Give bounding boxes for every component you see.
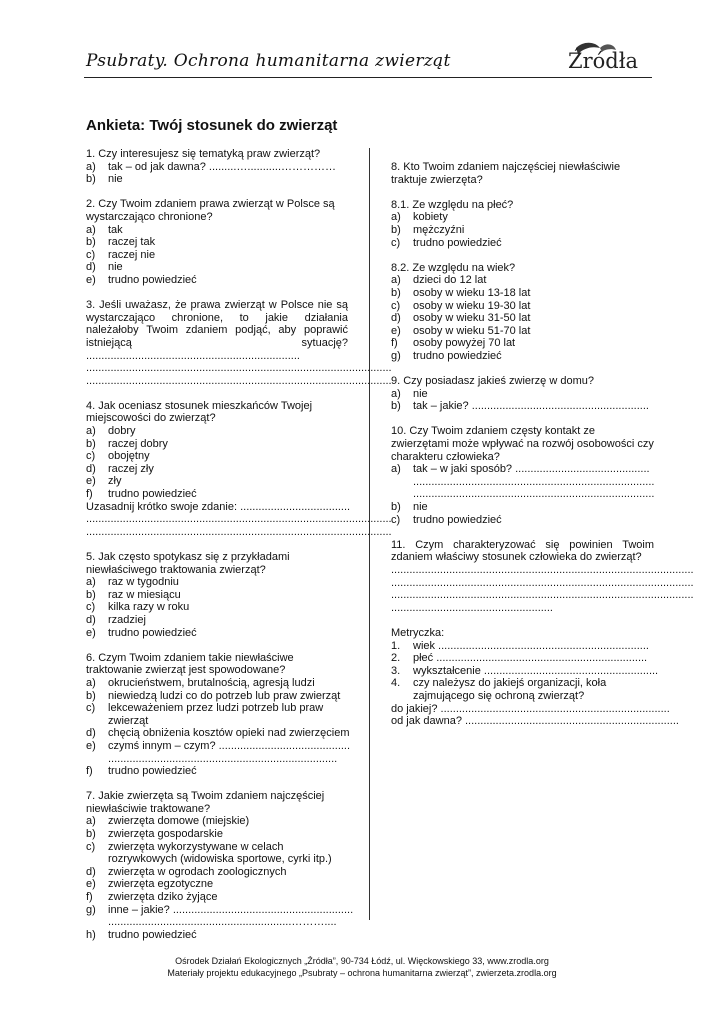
metrics-section (391, 626, 679, 728)
question-4 (86, 399, 392, 539)
question-text: 11. Czym charakteryzować się powinien Twoim zdaniem właściwy stosunek człowieka do zwierząt? (391, 538, 654, 564)
option-text: osoby w wieku 13-18 lat (413, 286, 531, 299)
item-text: wykształcenie ......................................................... (413, 664, 659, 677)
option-text: trudno powiedzieć (108, 765, 197, 778)
option-text: zły (108, 475, 122, 488)
question-text: 3. Jeśli uważasz, że prawa zwierząt w Polsce nie są wystarczająco chronione, to jakie działania należałoby Twoim zdaniem podjąć, aby poprawić istniejącą sytuację? ...................................................................... (86, 299, 348, 362)
item-text: czy należysz do jakiejś organizacji, koła zajmującego się ochroną zwierząt? (413, 677, 607, 702)
option[interactable] (391, 388, 654, 401)
left-column (86, 148, 392, 954)
option-label: d) (86, 865, 96, 878)
option[interactable] (86, 702, 348, 727)
option-text: trudno powiedzieć (108, 273, 197, 286)
option-label: f) (391, 337, 398, 350)
option-label: d) (86, 261, 96, 274)
option-text: osoby powyżej 70 lat (413, 337, 516, 350)
option-label: f) (86, 488, 93, 501)
option[interactable] (86, 627, 348, 640)
answer-line-row[interactable] (86, 916, 348, 929)
option-label: d) (86, 462, 96, 475)
option-text: tak – jakie? .......................................................... (413, 400, 649, 413)
question-7 (86, 790, 354, 941)
option-label: c) (86, 450, 96, 463)
option-label: c) (391, 236, 401, 249)
item-text: płeć ..................................................................... (413, 652, 648, 665)
answer-line[interactable]: ................................................................................................... (391, 564, 694, 576)
option[interactable] (86, 929, 348, 942)
option[interactable] (86, 765, 348, 778)
option-label: a) (86, 676, 96, 689)
option-text: trudno powiedzieć (108, 928, 197, 941)
option[interactable] (391, 237, 654, 250)
option[interactable] (86, 274, 348, 287)
question-2 (86, 198, 348, 286)
option[interactable] (391, 501, 654, 514)
answer-line[interactable]: ........................................................................... (108, 752, 338, 765)
option[interactable] (86, 224, 348, 237)
option[interactable] (391, 400, 654, 413)
option-label: c) (86, 248, 96, 261)
option-text: trudno powiedzieć (108, 626, 197, 639)
header-title: Psubraty. Ochrona humanitarna zwierząt (86, 51, 451, 71)
metrics-item[interactable] (391, 664, 659, 678)
answer-line[interactable]: ..................................................... (391, 601, 553, 614)
option[interactable] (86, 425, 348, 438)
question-text: 1. Czy interesujesz się tematyką praw zwierząt? (86, 148, 321, 160)
option-label: a) (391, 274, 401, 287)
option-label: a) (391, 211, 401, 224)
option[interactable] (391, 300, 654, 313)
option[interactable] (86, 173, 348, 186)
option-label: b) (391, 400, 401, 413)
option-label: c) (391, 513, 401, 526)
option-label: b) (391, 223, 401, 236)
question-6 (86, 651, 351, 778)
option-text: zwierzęta wykorzystywane w celach rozrywkowych (widowiska sportowe, cyrki itp.) (108, 840, 332, 866)
option-text: raczej dobry (108, 437, 168, 450)
answer-line[interactable]: ............................................................……….... (108, 916, 337, 929)
option-label: e) (86, 878, 96, 891)
question-text: 6. Czym Twoim zdaniem takie niewłaściwe traktowanie zwierząt jest spowodowane? (86, 651, 294, 677)
option[interactable] (86, 589, 348, 602)
option-text: dobry (108, 425, 136, 438)
question-8-2 (391, 262, 654, 363)
option-text: inne – jakie? ........................................................... (108, 903, 354, 916)
question-5 (86, 551, 348, 639)
option-label: d) (391, 312, 401, 325)
option-label: e) (86, 739, 96, 752)
option-text: raz w tygodniu (108, 576, 179, 589)
option[interactable] (86, 488, 348, 501)
option[interactable] (86, 576, 348, 589)
footer-line-1: Ośrodek Działań Ekologicznych „Źródła”, 90-734 Łódź, ul. Więckowskiego 33, www.zrodla.org (175, 956, 549, 966)
option[interactable] (391, 211, 654, 224)
option[interactable] (86, 236, 348, 249)
option-text: raczej nie (108, 248, 156, 261)
option-label: e) (391, 324, 401, 337)
option[interactable] (86, 828, 348, 841)
question-9 (391, 375, 654, 413)
option[interactable] (86, 677, 348, 690)
option-text: raczej tak (108, 236, 156, 249)
answer-line[interactable]: ............................................................................... (413, 475, 655, 488)
option-text: nie (413, 501, 428, 514)
right-column (391, 161, 694, 740)
option[interactable] (86, 261, 348, 274)
option-text: tak – od jak dawna? .........…...........…………… (108, 160, 337, 173)
answer-line[interactable]: .................................................................................................... (86, 525, 392, 538)
question-10 (391, 425, 654, 526)
question-1 (86, 148, 348, 186)
option[interactable] (86, 161, 348, 174)
option-label: b) (391, 286, 401, 299)
option-text: lekceważeniem przez ludzi potrzeb lub praw zwierząt (108, 702, 324, 727)
question-text: 4. Jak oceniasz stosunek mieszkańców Twojej miejscowości do zwierząt? (86, 399, 313, 425)
zrodla-logo (566, 40, 652, 78)
footer-line-2: Materiały projektu edukacyjnego „Psubraty – ochrona humanitarna zwierząt”, zwierzeta.zrodla.org (167, 967, 557, 978)
option-text: nie (108, 173, 123, 186)
option-label: a) (86, 576, 96, 589)
option-label: c) (86, 702, 96, 715)
option-text: zwierzęta w ogrodach zoologicznych (108, 865, 287, 878)
option-text: osoby w wieku 31-50 lat (413, 312, 531, 325)
question-text: 7. Jakie zwierzęta są Twoim zdaniem najczęściej niewłaściwie traktowane? (86, 790, 325, 815)
answer-line[interactable]: .................................................................................................... (86, 374, 392, 387)
option-label: b) (86, 588, 96, 601)
option-label: c) (86, 840, 96, 853)
option-label: b) (86, 437, 96, 450)
option-label: c) (86, 601, 96, 614)
option[interactable] (86, 450, 348, 463)
option[interactable] (391, 325, 654, 338)
option-label: a) (391, 387, 401, 400)
question-text: 9. Czy posiadasz jakieś zwierzę w domu? (391, 375, 594, 388)
answer-line[interactable]: .................................................................................................... (86, 513, 392, 526)
option[interactable] (86, 690, 348, 703)
option[interactable] (391, 350, 654, 363)
option-text: zwierzęta egzotyczne (108, 878, 214, 891)
answer-line[interactable]: ................................................................................................... (391, 589, 694, 602)
answer-line[interactable]: ............................................................................... (413, 488, 655, 501)
option[interactable] (86, 249, 348, 262)
question-text: 8.2. Ze względu na wiek? (391, 261, 516, 274)
option-label: e) (86, 475, 96, 488)
option[interactable] (86, 841, 348, 866)
metrics-item[interactable] (391, 640, 654, 653)
option-label: b) (86, 689, 96, 702)
option-text: trudno powiedzieć (108, 488, 197, 501)
question-3 (86, 299, 392, 387)
option[interactable] (391, 224, 654, 237)
document-title: Ankieta: Twój stosunek do zwierząt (86, 117, 338, 134)
option-label: b) (86, 828, 96, 841)
option[interactable] (391, 287, 654, 300)
option-label: b) (86, 173, 96, 186)
question-11 (391, 538, 694, 615)
item-text: wiek ..................................................................... (413, 639, 649, 652)
option[interactable] (391, 274, 654, 287)
option[interactable] (86, 727, 348, 740)
answer-line[interactable]: .................................................................................................... (86, 362, 392, 375)
justify-prompt[interactable]: Uzasadnij krótko swoje zdanie: .................................... (86, 500, 351, 513)
option[interactable] (391, 337, 654, 350)
option-text: nie (413, 387, 428, 400)
option-text: trudno powiedzieć (413, 349, 502, 362)
page-footer (0, 956, 724, 979)
option-label: a) (86, 425, 96, 438)
option[interactable] (86, 601, 348, 614)
option-text: trudno powiedzieć (413, 236, 502, 249)
option-text: osoby w wieku 19-30 lat (413, 299, 531, 312)
membership-since-line[interactable]: od jak dawna? ...................................................................... (391, 715, 679, 728)
option-label: f) (86, 765, 93, 778)
option[interactable] (86, 614, 348, 627)
option-label: e) (86, 626, 96, 639)
item-number: 2. (391, 652, 401, 665)
option-text: niewiedzą ludzi co do potrzeb lub praw zwierząt (108, 689, 341, 702)
question-text: 10. Czy Twoim zdaniem częsty kontakt ze zwierzętami może wpływać na rozwój osobowości czy charakteru człowieka? (391, 425, 654, 463)
option-label: b) (391, 501, 401, 514)
option-text: mężczyźni (413, 223, 465, 236)
option-label: b) (86, 236, 96, 249)
option-text: czymś innym – czym? ........................................... (108, 739, 351, 752)
organization-line[interactable]: do jakiej? ........................................................................... (391, 702, 670, 715)
option[interactable] (86, 463, 348, 476)
option-text: chęcią obniżenia kosztów opieki nad zwierzęciem (108, 727, 350, 740)
option-text: okrucieństwem, brutalnością, agresją ludzi (108, 676, 315, 689)
question-8-1 (391, 199, 654, 249)
answer-line-row[interactable] (391, 488, 654, 501)
option-label: a) (86, 160, 96, 173)
option[interactable] (391, 312, 654, 325)
question-text: 8.1. Ze względu na płeć? (391, 198, 514, 211)
option[interactable] (86, 438, 348, 451)
option-text: kobiety (413, 211, 448, 224)
option-text: nie (108, 261, 123, 274)
option-label: g) (86, 903, 96, 916)
metrics-item[interactable] (391, 652, 654, 665)
option-label: f) (86, 891, 93, 904)
option[interactable] (86, 891, 348, 904)
option[interactable] (86, 866, 348, 879)
question-8 (391, 161, 654, 186)
option-text: kilka razy w roku (108, 601, 190, 614)
option-text: zwierzęta dziko żyjące (108, 891, 218, 904)
logo-text: Źródła (568, 49, 639, 73)
option-text: zwierzęta domowe (miejskie) (108, 815, 250, 828)
metrics-item[interactable] (391, 677, 654, 702)
option-label: d) (86, 727, 96, 740)
option-label: h) (86, 928, 96, 941)
metrics-title: Metryczka: (391, 626, 445, 639)
question-text: 8. Kto Twoim zdaniem najczęściej niewłaściwie traktuje zwierzęta? (391, 161, 621, 186)
item-number: 1. (391, 639, 401, 652)
header-rule (84, 77, 652, 78)
answer-line-row[interactable] (86, 753, 348, 766)
option-label: g) (391, 349, 401, 362)
option-text: dzieci do 12 lat (413, 274, 487, 287)
option-label: a) (391, 463, 401, 476)
option[interactable] (391, 463, 654, 476)
option[interactable] (86, 878, 348, 891)
option-text: tak (108, 223, 123, 236)
answer-line-row[interactable] (391, 476, 654, 489)
question-text: 5. Jak często spotykasz się z przykładami niewłaściwego traktowania zwierząt? (86, 551, 290, 576)
option-label: e) (86, 273, 96, 286)
item-number: 3. (391, 664, 401, 677)
option-text: raz w miesiącu (108, 588, 181, 601)
option-label: a) (86, 815, 96, 828)
option-text: tak – w jaki sposób? ............................................ (413, 463, 650, 476)
question-text: 2. Czy Twoim zdaniem prawa zwierząt w Polsce są wystarczająco chronione? (86, 198, 335, 223)
answer-line[interactable]: ................................................................................................... (391, 576, 694, 589)
item-number: 4. (391, 677, 401, 690)
option-label: a) (86, 223, 96, 236)
option[interactable] (391, 514, 654, 527)
option-text: rzadziej (108, 613, 146, 626)
option[interactable] (86, 739, 351, 753)
option[interactable] (86, 475, 348, 488)
option-label: c) (391, 299, 401, 312)
option-text: trudno powiedzieć (413, 513, 502, 526)
option-text: obojętny (108, 450, 150, 463)
option-text: raczej zły (108, 462, 154, 475)
option[interactable] (86, 903, 354, 917)
option-text: osoby w wieku 51-70 lat (413, 324, 531, 337)
option-text: zwierzęta gospodarskie (108, 828, 223, 841)
option[interactable] (86, 815, 348, 828)
option-label: d) (86, 613, 96, 626)
